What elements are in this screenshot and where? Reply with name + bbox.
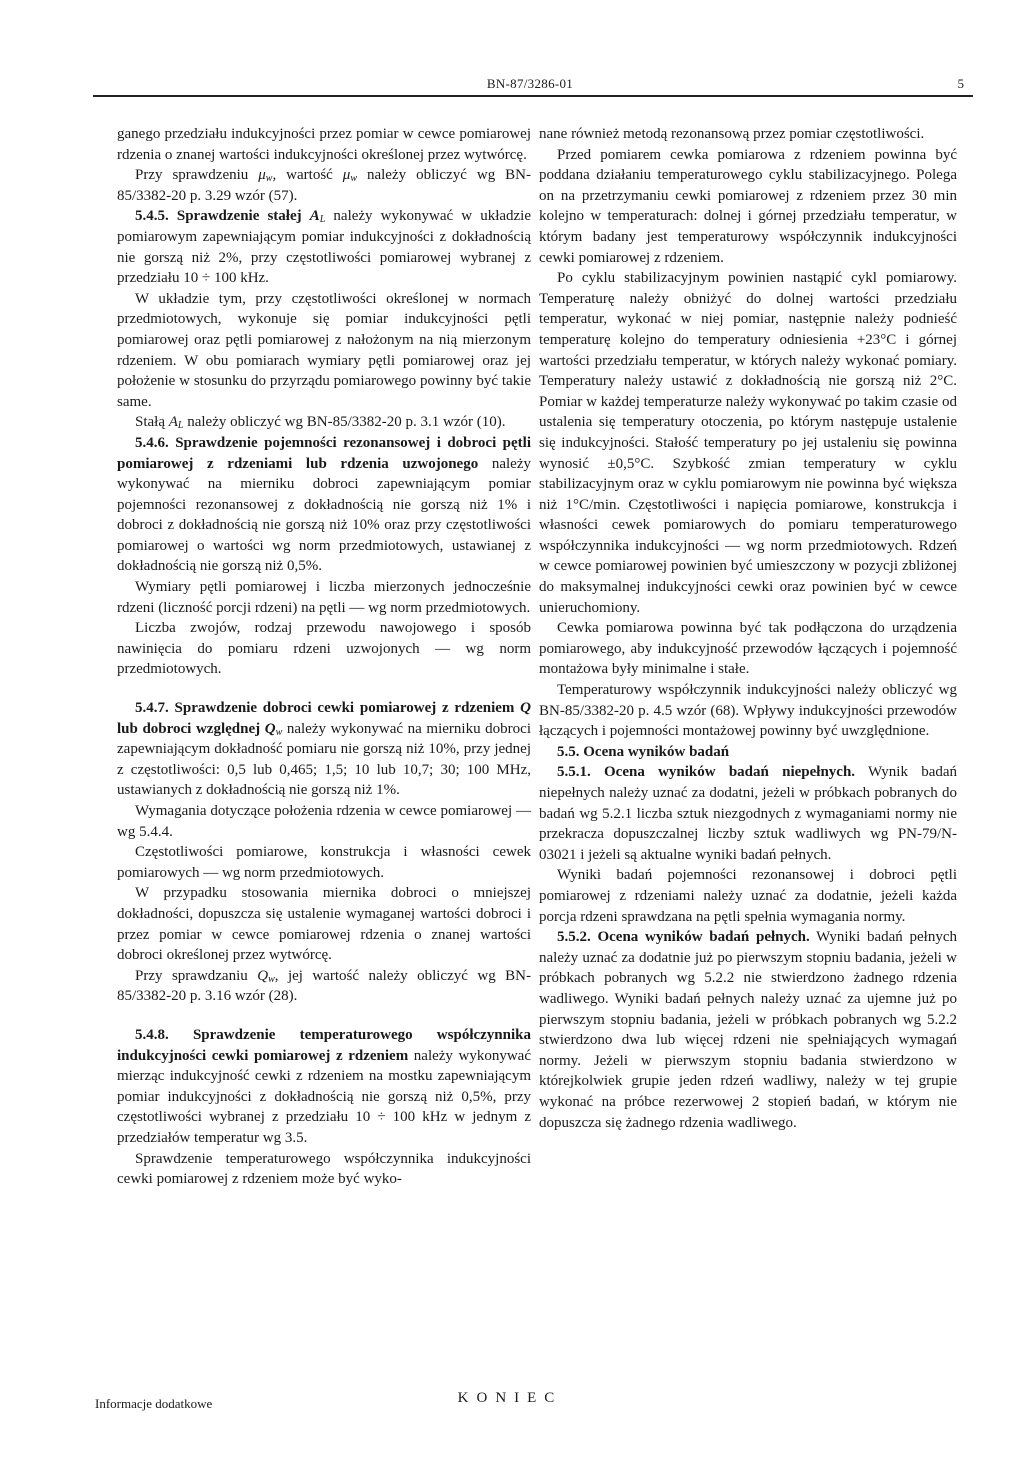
end-mark: KONIEC — [457, 1390, 563, 1406]
paragraph: Stałą $A_L$ należy obliczyć wg BN-85/3382-20 p. 3.1 wzór (10). — [135, 414, 506, 432]
section-5-5-1: 5.5.1. Ocena wyników badań niepełnych. Wynik badań niepełnych należy uznać za dodatni, jeżeli w próbkach pobranych do badań wg 5.2.1 liczba sztuk niezgodnych z wymaganiami normy nie przekracza dopuszczalnej liczby sztuk wadliwych wg PN-79/N-03021 i jeżeli są aktualne wyniki badań pełnych. — [539, 764, 958, 863]
right-column — [539, 124, 957, 1133]
header-rule — [93, 95, 973, 97]
section-5-5-heading: 5.5. Ocena wyników badań — [557, 743, 730, 760]
left-column — [117, 124, 531, 1190]
paragraph: Przed pomiarem cewka pomiarowa z rdzeniem powinna być poddana działaniu temperaturowego cyklu stabilizacyjnego. Polega on na przetrzymaniu cewki pomiarowej z rdzeniem przez 30 min kolejno w temperaturach: dolnej i górnej przedziału temperatur, w którym badany jest temperaturowy współczynnik indukcyjności cewki pomiarowej z rdzeniem. — [539, 146, 957, 266]
section-5-5-2: 5.5.2. Ocena wyników badań pełnych. Wyniki badań pełnych należy uznać za dodatnie już po pierwszym stopniu badania, jeżeli w próbkach pobranych wg 5.2.2 nie stwierdzono żadnego rdzenia wadliwego. Wyniki badań pełnych należy uznać za ujemne już po pierwszym stopniu badania, jeżeli w próbkach pobranych wg 5.2.2 stwierdzono dwa lub więcej rdzeni nie spełniających wymagań normy. Jeżeli w pierwszym stopniu badania stwierdzono w którejkolwiek grupie jeden rdzeń wadliwy, należy w tej grupie wykonać na próbce rezerwowej 2 stopień badań, w którym nie dopuszcza się żadnego rdzenia wadliwego. — [539, 929, 957, 1131]
section-5-4-5: 5.4.5. Sprawdzenie stałej $A_L$ należy wykonywać w układzie pomiarowym zapewniającym pomiar indukcyjności z dokładnością nie gorszą niż 2%, przy częstotliwości pomiarowej wybranej z przedziału 10 ÷ 100 kHz. — [117, 208, 532, 287]
paragraph: Po cyklu stabilizacyjnym powinien nastąpić cykl pomiarowy. Temperaturę należy obniżyć do dolnej wartości przedziału temperatur, wykonać w niej pomiar, następnie należy podnieść temperaturę kolejno do temperatury odniesienia +23°C i górnej wartości przedziału temperatur, w których należy wykonać pomiary. Temperatury należy ustawić z dokładnością nie gorszą niż 2°C. Pomiar w każdej temperaturze należy wykonywać po takim czasie od ustalenia się temperatury otoczenia, po którym następuje ustalenie się indukcyjności. Stałość temperatury po jej ustaleniu się powinna wynosić ±0,5°C. Szybkość zmian temperatury w cyklu stabilizacyjnym oraz w cyklu pomiarowym nie powinna być większa niż 1°C/min. Częstotliwości i napięcia pomiarowe, konstrukcja i własności cewek pomiarowych do pomiaru temperaturowego współczynnika indukcyjności — wg norm przedmiotowych. Rdzeń w cewce pomiarowej powinien być umieszczony w pozycji zbliżonej do maksymalnej indukcyjności cewki oraz powinien być w cewce unieruchomiony. — [539, 270, 957, 616]
section-5-4-7: 5.4.7. Sprawdzenie dobroci cewki pomiarowej z rdzeniem Q lub dobroci względnej $Q_w$ należy wykonywać na mierniku dobroci zapewniającym dokładność pomiaru nie gorszą niż 10%, przy jednej z częstotliwości: 0,5 lub 0,465; 1,5; 10 lub 10,7; 30; 100 MHz, ustawianych z dokładnością nie gorszą niż 1%. — [117, 700, 531, 799]
paragraph: Temperaturowy współczynnik indukcyjności należy obliczyć wg BN-85/3382-20 p. 4.5 wzór (68). Wpływy indukcyjności przewodów łączących i pojemności montażowej powinny być uwzględnione. — [539, 682, 957, 740]
paragraph: W przypadku stosowania miernika dobroci o mniejszej dokładności, dopuszcza się ustalenie wymaganej wartości dobroci i przez pomiar w cewce pomiarowej rdzenia o znanej wartości dobroci określonej przez wytwórcę. — [117, 885, 531, 964]
paragraph: Przy sprawdzaniu $Q_w$, jej wartość należy obliczyć wg BN-85/3382-20 p. 3.16 wzór (28). — [117, 967, 531, 1005]
footer-note: Informacje dodatkowe — [95, 1396, 213, 1411]
paragraph: ganego przedziału indukcyjności przez pomiar w cewce pomiarowej rdzenia o znanej wartości indukcyjności określonej przez wytwórcę. — [117, 126, 531, 163]
section-5-4-8: 5.4.8. Sprawdzenie temperaturowego współczynnika indukcyjności cewki pomiarowej z rdzeniem należy wykonywać mierząc indukcyjność cewki z rdzeniem na mostku zapewniającym pomiar indukcyjności z dokładnością nie gorszą niż 0,5%, przy częstotliwości wybranej z przedziału 10 ÷ 100 kHz w jednym z przedziałów temperatur wg 3.5. — [117, 1026, 532, 1146]
paragraph: Wymagania dotyczące położenia rdzenia w cewce pomiarowej — wg 5.4.4. — [117, 803, 531, 840]
paragraph: Wymiary pętli pomiarowej i liczba mierzonych jednocześnie rdzeni (liczność porcji rdzeni) na pętli — wg norm przedmiotowych. — [117, 579, 531, 616]
paragraph: W układzie tym, przy częstotliwości określonej w normach przedmiotowych, wykonuje się pomiar indukcyjności pętli pomiarowej oraz pętli pomiarowej z nałożonym na nią mierzonym rdzeniem. W obu pomiarach wymiary pętli pomiarowej oraz jej położenie w stosunku do przyrządu pomiarowego powinny być takie same. — [117, 290, 531, 410]
paragraph: nane również metodą rezonansową przez pomiar częstotliwości. — [539, 126, 925, 142]
paragraph: Częstotliwości pomiarowe, konstrukcja i własności cewek pomiarowych — wg norm przedmiotowych. — [117, 844, 531, 881]
paragraph: Cewka pomiarowa powinna być tak podłączona do urządzenia pomiarowego, aby indukcyjność przewodów łączących i pojemność montażowa były minimalne i stałe. — [539, 620, 957, 678]
paragraph: Wyniki badań pojemności rezonansowej i dobroci pętli pomiarowej z rdzeniami należy uznać za dodatnie, jeżeli każda porcja rdzeni sprawdzana na pętli spełnia wymagania normy. — [539, 867, 957, 925]
paragraph: Liczba zwojów, rodzaj przewodu nawojowego i sposób nawinięcia do pomiaru rdzeni uzwojonych — wg norm przedmiotowych. — [117, 620, 531, 678]
page-number: 5 — [957, 76, 964, 91]
standard-code: BN-87/3286-01 — [486, 76, 574, 91]
paragraph: Przy sprawdzeniu $\mu_w$, wartość $\mu_w$ należy obliczyć wg BN-85/3382-20 p. 3.29 wzór (57). — [117, 167, 531, 204]
section-5-4-6: 5.4.6. Sprawdzenie pojemności rezonansowej i dobroci pętli pomiarowej z rdzeniami lub rdzenia uzwojonego należy wykonywać na mierniku dobroci zapewniającym pomiar pojemności rezonansowej z dokładnością nie gorszą niż 1% i dobroci z dokładnością nie gorszą niż 10% oraz przy częstotliwości pomiarowej o wartości wg norm przedmiotowych, ustawianej z dokładnością nie gorszą niż 0,5%. — [117, 434, 532, 575]
paragraph: Sprawdzenie temperaturowego współczynnika indukcyjności cewki pomiarowej z rdzeniem może być wyko- — [117, 1150, 531, 1188]
